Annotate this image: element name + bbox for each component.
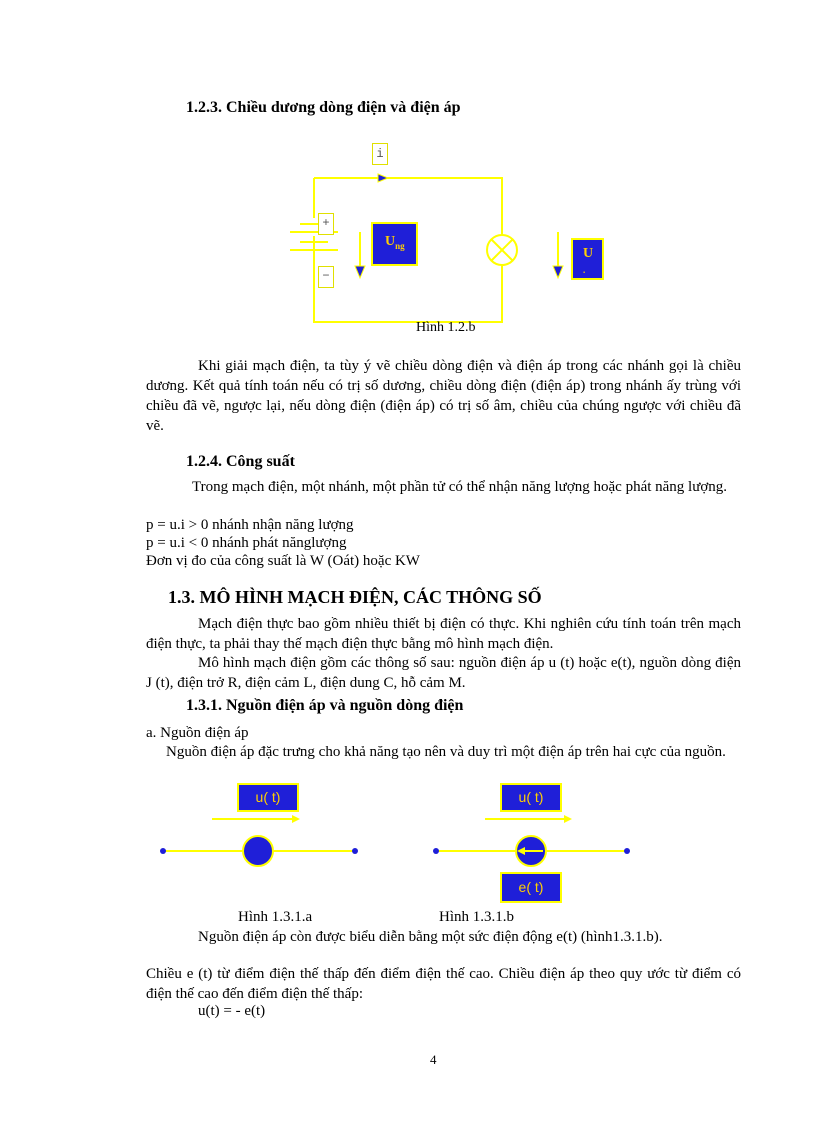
figure-131b (433, 815, 630, 866)
para-emf-2: Chiều e (t) từ điểm điện thế thấp đến điểm điện thế cao. Chiều điện áp theo quy ước từ điểm có điện thế cao đến điểm điện thế thấp: (146, 966, 741, 1002)
section-heading-13: 1.3. MÔ HÌNH MẠCH ĐIỆN, CÁC THÔNG SỐ (168, 587, 542, 607)
load-voltage-label: U . (571, 238, 604, 280)
para-direction: Khi giải mạch điện, ta tùy ý vẽ chiều dòng điện và điện áp trong các nhánh gọi là chiều dương. Kết quả tính toán nếu có trị số dương, chiều dòng điện (điện áp) trong nhánh ấy trùng với chiều đã vẽ, ngược lại, nếu dòng điện (điện áp) có trị số âm, chiều của chúng ngược với chiều đã vẽ. (146, 358, 741, 434)
para-voltage-source: Nguồn điện áp đặc trưng cho khả năng tạo nên và duy trì một điện áp trên hai cực của nguồn. (166, 744, 726, 760)
section-heading-123: 1.2.3. Chiều dương dòng điện và điện áp (186, 99, 461, 116)
current-label-box: i (372, 143, 388, 165)
power-unit-line: Đơn vị đo của công suất là W (Oát) hoặc KW (146, 553, 420, 569)
para-model-params: Mô hình mạch điện gồm các thông số sau: nguồn điện áp u (t) hoặc e(t), nguồn dòng điện J (t), điện trở R, điện cảm L, điện dung C, hỗ cảm M. (146, 655, 741, 691)
para-real-circuit: Mạch điện thực bao gồm nhiều thiết bị điện có thực. Khi nghiên cứu tính toán trên mạch điện thực, ta phải thay thế mạch điện thực bằng mô hình mạch điện. (146, 616, 741, 652)
label-ut-a: u( t) (237, 783, 299, 812)
figure-131a-caption: Hình 1.3.1.a (238, 909, 313, 925)
voltage-source-a-icon (243, 836, 273, 866)
section-heading-131: 1.3.1. Nguồn điện áp và nguồn dòng điện (186, 697, 464, 714)
figure-131b-caption: Hình 1.3.1.b (439, 909, 514, 925)
formula-u-e: u(t) = - e(t) (198, 1003, 266, 1019)
power-line-1: p = u.i > 0 nhánh nhận năng lượng (146, 517, 354, 533)
source-voltage-label: $U_{ng}$ (371, 222, 418, 266)
label-et-b: e( t) (500, 872, 562, 903)
section-heading-124: 1.2.4. Công suất (186, 453, 295, 470)
para-emf-1: Nguồn điện áp còn được biểu diễn bằng một sức điện động e(t) (hình1.3.1.b). (198, 929, 663, 945)
plus-sign: + (318, 213, 334, 235)
page-number: 4 (430, 1052, 437, 1067)
subheading-a: a. Nguồn điện áp (146, 725, 249, 741)
para-power: Trong mạch điện, một nhánh, một phần tử có thể nhận năng lượng hoặc phát năng lượng. (192, 479, 728, 495)
label-ut-b: u( t) (500, 783, 562, 812)
figure-12b-caption: Hình 1.2.b (416, 320, 476, 335)
power-line-2: p = u.i < 0 nhánh phát nănglượng (146, 535, 347, 551)
minus-sign: − (318, 266, 334, 288)
figure-131a (160, 815, 358, 866)
